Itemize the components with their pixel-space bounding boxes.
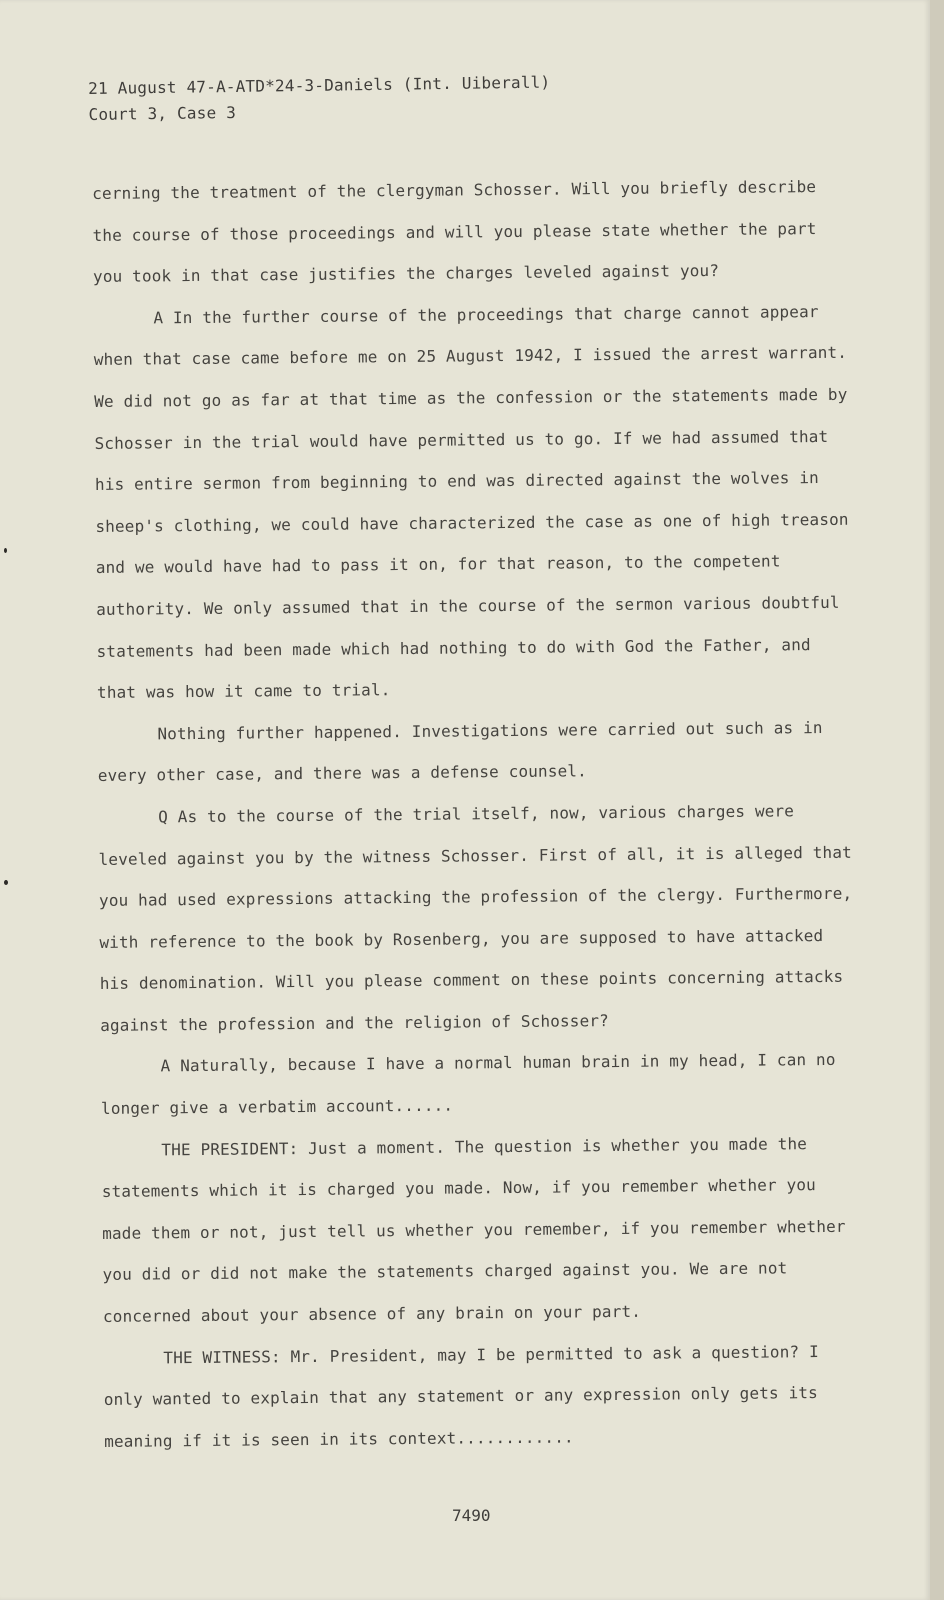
paragraph-witness-statement: THE WITNESS: Mr. President, may I be permitted to ask a question? I only wanted to explain that any statement or any expression only gets its meaning if it is seen in its context............ (103, 1341, 819, 1451)
paragraph-answer: A Naturally, because I have a normal human brain in my head, I can no longer give a verbatim account...... (100, 1050, 836, 1119)
page-number: 7490 (452, 1506, 491, 1525)
paragraph-continuation: cerning the treatment of the clergyman Schosser. Will you briefly describe the course of those proceedings and will you please state whether the part you took in that case justifies the charges leveled against you? (92, 177, 817, 287)
paper-speck (4, 548, 7, 553)
document-header (88, 70, 551, 128)
page-edge (930, 0, 944, 1600)
header-reference-line: 21 August 47-A-ATD*24-3-Daniels (Int. Uiberall) (88, 72, 551, 98)
paper-speck (4, 880, 8, 885)
paragraph-answer: A In the further course of the proceedings that charge cannot appear when that case came before me on 25 August 1942, I issued the arrest warrant. We did not go as far at that time as the confession or the statements made by Schosser in the trial would have permitted us to go. If we had assumed that his entire sermon from beginning to end was directed against the wolves in sheep's clothing, we could have characterized the case as one of high treason and we would have had to pass it on, for that reason, to the competent authority. We only assumed that in the course of the sermon various doubtful statements had been made which had nothing to do with God the Father, and that was how it came to trial. (93, 301, 849, 703)
paragraph-question: Q As to the course of the trial itself, now, various charges were leveled against you by the witness Schosser. First of all, it is alleged that you had used expressions attacking the profession of the clergy. Furthermore, with reference to the book by Rosenberg, you are supposed to have attacked his denomination. Will you please comment on these points concerning attacks against the profession and the religion of Schosser? (98, 801, 853, 1035)
header-court-line: Court 3, Case 3 (88, 102, 237, 124)
paragraph-answer-continued: Nothing further happened. Investigations were carried out such as in every other case, and there was a defense counsel. (97, 717, 823, 786)
paragraph-president-statement: THE PRESIDENT: Just a moment. The question is whether you made the statements which it is charged you made. Now, if you remember whether you made them or not, just tell us whether you remember, if you remember whether you did or did not make the statements charged against you. We are not concerned about your absence of any brain on your part. (101, 1133, 846, 1326)
transcript-body (92, 166, 864, 1463)
